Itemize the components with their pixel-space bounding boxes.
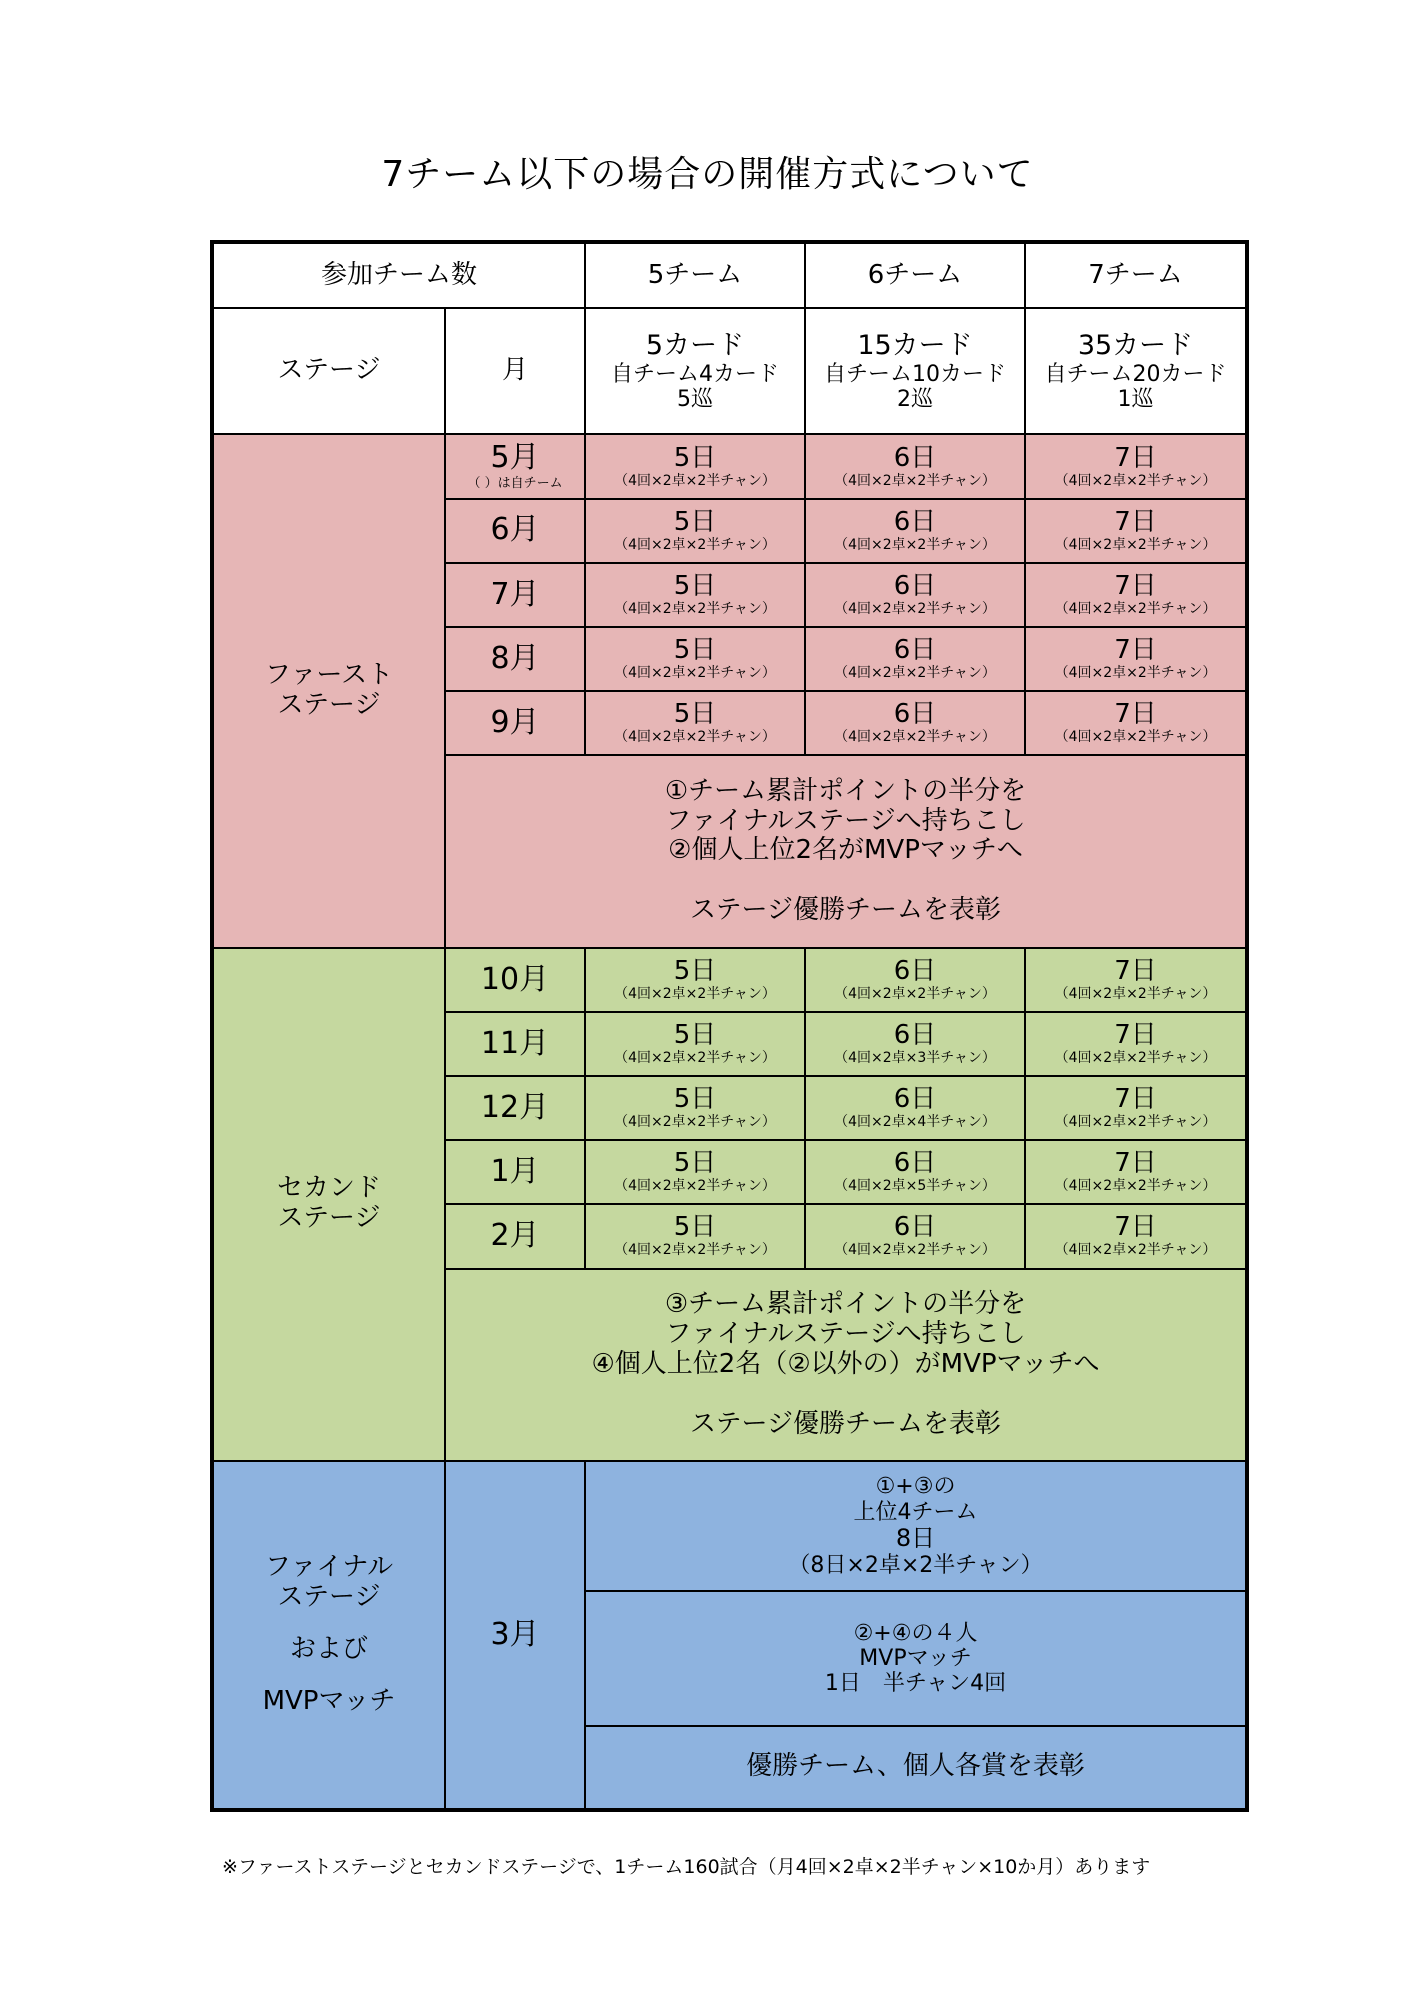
month-cell: 9月	[445, 691, 585, 755]
month-cell: 11月	[445, 1012, 585, 1076]
day-cell: 5日 （4回×2卓×2半チャン）	[585, 691, 805, 755]
day-cell: 7日 （4回×2卓×2半チャン）	[1025, 563, 1247, 627]
day-cell: 6日 （4回×2卓×2半チャン）	[805, 563, 1025, 627]
second-stage-notes: ③チーム累計ポイントの半分を ファイナルステージへ持ちこし ④個人上位2名（②以外の）がMVPマッチへ ステージ優勝チームを表彰	[445, 1269, 1247, 1461]
day-cell: 6日 （4回×2卓×2半チャン）	[805, 948, 1025, 1012]
day-cell: 7日 （4回×2卓×2半チャン）	[1025, 1012, 1247, 1076]
final-stage-name: ファイナル ステージ および MVPマッチ	[212, 1461, 445, 1810]
team-count-7: 7チーム	[1025, 242, 1247, 308]
first-stage-name: ファースト ステージ	[212, 434, 445, 947]
day-cell: 5日 （4回×2卓×2半チャン）	[585, 948, 805, 1012]
month-cell: 8月	[445, 627, 585, 691]
day-cell: 5日 （4回×2卓×2半チャン）	[585, 434, 805, 498]
day-cell: 5日 （4回×2卓×2半チャン）	[585, 1012, 805, 1076]
day-cell: 6日 （4回×2卓×2半チャン）	[805, 499, 1025, 563]
page-title: 7チーム以下の場合の開催方式について	[381, 154, 1034, 195]
card-info-6	[805, 308, 1025, 434]
team-count-6: 6チーム	[805, 242, 1025, 308]
day-cell: 5日 （4回×2卓×2半チャン）	[585, 1204, 805, 1268]
header-row-teams	[212, 242, 1247, 308]
day-cell: 7日 （4回×2卓×2半チャン）	[1025, 948, 1247, 1012]
day-cell: 7日 （4回×2卓×2半チャン）	[1025, 627, 1247, 691]
footnote: ※ファーストステージとセカンドステージで、1チーム160試合（月4回×2卓×2半チャン×10か月）あります	[222, 1856, 1151, 1878]
day-cell: 5日 （4回×2卓×2半チャン）	[585, 1140, 805, 1204]
day-cell: 7日 （4回×2卓×2半チャン）	[1025, 1140, 1247, 1204]
schedule-table	[210, 240, 1249, 1812]
own-team-cards: 自チーム4カード	[611, 361, 780, 387]
day-cell: 5日 （4回×2卓×2半チャン）	[585, 563, 805, 627]
card-info-7	[1025, 308, 1247, 434]
day-cell: 6日 （4回×2卓×3半チャン）	[805, 1012, 1025, 1076]
month-cell: 2月	[445, 1204, 585, 1268]
month-cell: 6月	[445, 499, 585, 563]
team-count-5: 5チーム	[585, 242, 805, 308]
card-count: 35カード	[1077, 330, 1194, 362]
month-cell: 5月 （ ）は自チーム	[445, 434, 585, 498]
first-stage-row-may	[212, 434, 1247, 498]
month-cell: 7月	[445, 563, 585, 627]
day-cell: 6日 （4回×2卓×4半チャン）	[805, 1076, 1025, 1140]
stage-label: ステージ	[212, 308, 445, 434]
day-cell: 6日 （4回×2卓×2半チャン）	[805, 691, 1025, 755]
own-team-note: （ ）は自チーム	[467, 476, 563, 492]
first-stage-notes: ①チーム累計ポイントの半分を ファイナルステージへ持ちこし ②個人上位2名がMVPマッチへ ステージ優勝チームを表彰	[445, 755, 1247, 947]
day-cell: 7日 （4回×2卓×2半チャン）	[1025, 691, 1247, 755]
day-cell: 7日 （4回×2卓×2半チャン）	[1025, 499, 1247, 563]
second-stage-award: ステージ優勝チームを表彰	[690, 1408, 1001, 1439]
month-label: 月	[445, 308, 585, 434]
final-mvp-block: ②+④の４人 MVPマッチ 1日 半チャン4回	[585, 1591, 1247, 1725]
day-cell: 6日 （4回×2卓×2半チャン）	[805, 627, 1025, 691]
own-team-cards: 自チーム10カード	[824, 361, 1007, 387]
month-cell: 1月	[445, 1140, 585, 1204]
header-row-cards	[212, 308, 1247, 434]
final-team-block: ①+③の 上位4チーム 8日 （8日×2卓×2半チャン）	[585, 1461, 1247, 1591]
second-stage-row-oct	[212, 948, 1247, 1012]
card-info-5	[585, 308, 805, 434]
day-cell: 7日 （4回×2卓×2半チャン）	[1025, 1076, 1247, 1140]
participants-label: 参加チーム数	[212, 242, 585, 308]
card-count: 5カード	[645, 330, 745, 362]
final-stage-row-teams	[212, 1461, 1247, 1591]
day-cell: 7日 （4回×2卓×2半チャン）	[1025, 434, 1247, 498]
own-team-cards: 自チーム20カード	[1044, 361, 1227, 387]
day-cell: 7日 （4回×2卓×2半チャン）	[1025, 1204, 1247, 1268]
round-count: 2巡	[897, 386, 934, 412]
round-count: 1巡	[1117, 386, 1154, 412]
final-month-cell: 3月	[445, 1461, 585, 1810]
final-award: 優勝チーム、個人各賞を表彰	[585, 1726, 1247, 1810]
day-cell: 5日 （4回×2卓×2半チャン）	[585, 499, 805, 563]
first-stage-award: ステージ優勝チームを表彰	[690, 895, 1001, 926]
day-cell: 5日 （4回×2卓×2半チャン）	[585, 627, 805, 691]
month-cell: 10月	[445, 948, 585, 1012]
day-cell: 6日 （4回×2卓×2半チャン）	[805, 434, 1025, 498]
second-stage-name: セカンド ステージ	[212, 948, 445, 1461]
day-cell: 6日 （4回×2卓×2半チャン）	[805, 1204, 1025, 1268]
day-cell: 6日 （4回×2卓×5半チャン）	[805, 1140, 1025, 1204]
day-cell: 5日 （4回×2卓×2半チャン）	[585, 1076, 805, 1140]
month-cell: 12月	[445, 1076, 585, 1140]
round-count: 5巡	[677, 386, 714, 412]
card-count: 15カード	[857, 330, 973, 362]
